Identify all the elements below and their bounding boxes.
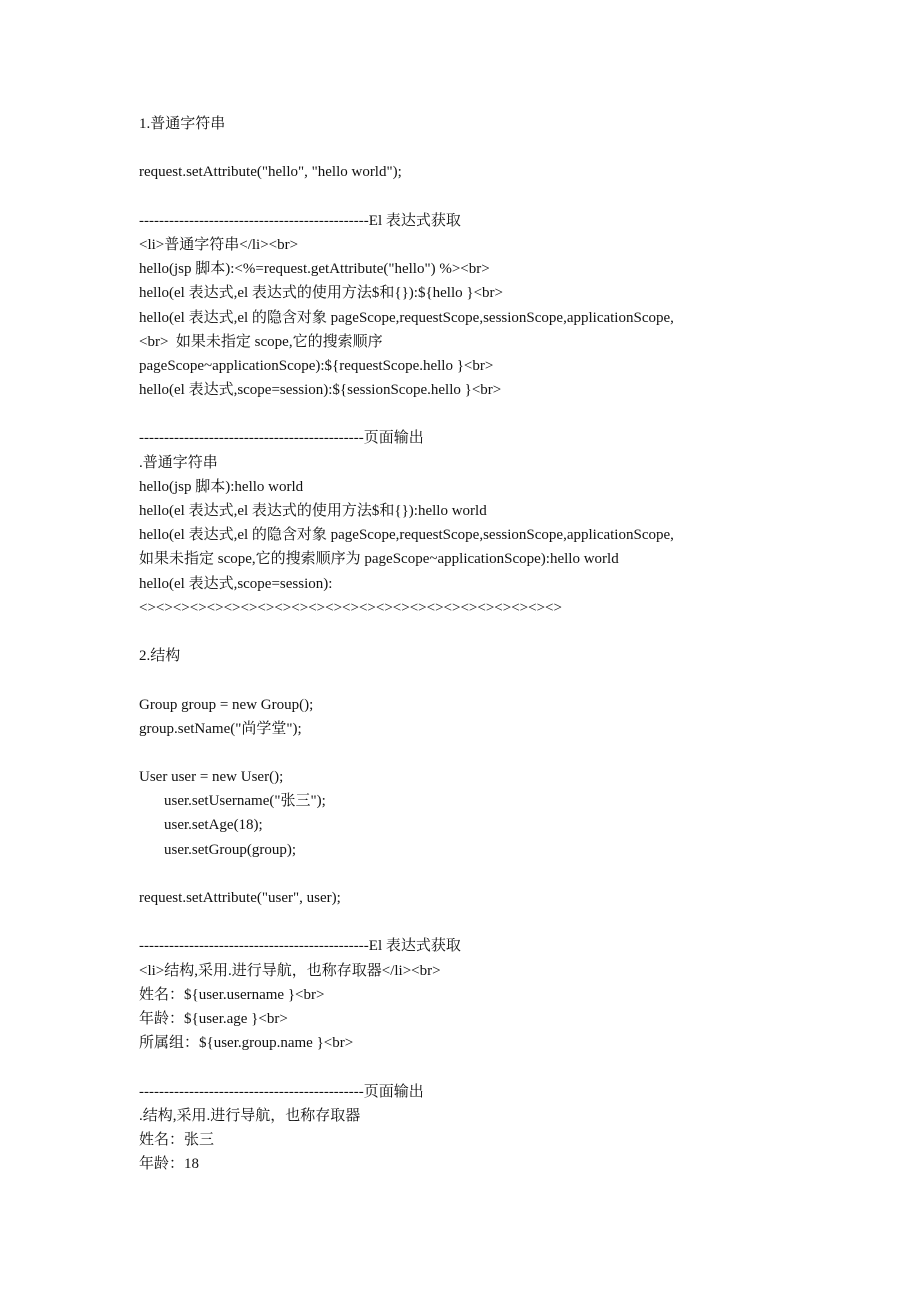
code-line: group.setName("尚学堂"); — [139, 720, 302, 737]
code-line: user.setUsername("张三"); — [164, 793, 326, 810]
code-line: 年龄：${user.age }<br> — [139, 1010, 288, 1027]
section1-heading: 1.普通字符串 — [139, 116, 226, 132]
code-line: hello(jsp 脚本):<%=request.getAttribute("hello") %><br> — [139, 261, 490, 278]
output-line: hello(jsp 脚本):hello world — [139, 478, 304, 495]
code-line: user.setGroup(group); — [164, 841, 297, 858]
document-page — [139, 112, 859, 1176]
section2-heading: 2.结构 — [139, 648, 181, 665]
spacer — [139, 910, 859, 934]
spacer — [139, 620, 859, 644]
code-line: 所属组：${user.group.name }<br> — [139, 1035, 354, 1052]
code-line: 姓名：${user.username }<br> — [139, 986, 325, 1003]
output-line: <><><><><><><><><><><><><><><><><><><><><><><><><> — [139, 599, 562, 616]
code-line: request.setAttribute("user", user); — [139, 890, 341, 906]
code-line: pageScope~applicationScope):${requestScope.hello }<br> — [139, 357, 494, 374]
el-divider: ----------------------------------------------El 表达式获取 — [139, 212, 461, 229]
code-line: User user = new User(); — [139, 769, 284, 786]
code-line: <br> 如果未指定 scope,它的搜索顺序 — [139, 333, 383, 350]
code-line: hello(el 表达式,el 的隐含对象 pageScope,requestScope,sessionScope,applicationScope, — [139, 309, 674, 326]
spacer — [139, 402, 859, 426]
spacer — [139, 741, 859, 765]
output-line: .结构,采用.进行导航，也称存取器 — [139, 1107, 361, 1124]
code-line: hello(el 表达式,scope=session):${sessionScope.hello }<br> — [139, 382, 502, 399]
output-divider: ---------------------------------------------页面输出 — [139, 430, 424, 447]
code-line: Group group = new Group(); — [139, 696, 314, 713]
output-line: 如果未指定 scope,它的搜索顺序为 pageScope~applicationScope):hello world — [139, 551, 619, 568]
el-divider: ----------------------------------------------El 表达式获取 — [139, 938, 461, 955]
output-line: 年龄：18 — [139, 1156, 200, 1173]
code-line: hello(el 表达式,el 表达式的使用方法$和{}):${hello }<br> — [139, 285, 504, 302]
output-line: 姓名：张三 — [139, 1131, 215, 1148]
code-line: user.setAge(18); — [164, 817, 263, 834]
output-divider: ---------------------------------------------页面输出 — [139, 1083, 424, 1100]
spacer — [139, 1055, 859, 1079]
output-line: hello(el 表达式,el 表达式的使用方法$和{}):hello world — [139, 503, 487, 519]
spacer — [139, 136, 859, 160]
spacer — [139, 862, 859, 886]
output-line: hello(el 表达式,scope=session): — [139, 575, 333, 592]
code-line: <li>普通字符串</li><br> — [139, 236, 299, 253]
output-line: hello(el 表达式,el 的隐含对象 pageScope,requestScope,sessionScope,applicationScope, — [139, 527, 674, 544]
spacer — [139, 185, 859, 209]
code-line: request.setAttribute("hello", "hello world"); — [139, 164, 402, 181]
code-line: <li>结构,采用.进行导航，也称存取器</li><br> — [139, 962, 441, 979]
output-line: .普通字符串 — [139, 454, 218, 471]
spacer — [139, 668, 859, 692]
